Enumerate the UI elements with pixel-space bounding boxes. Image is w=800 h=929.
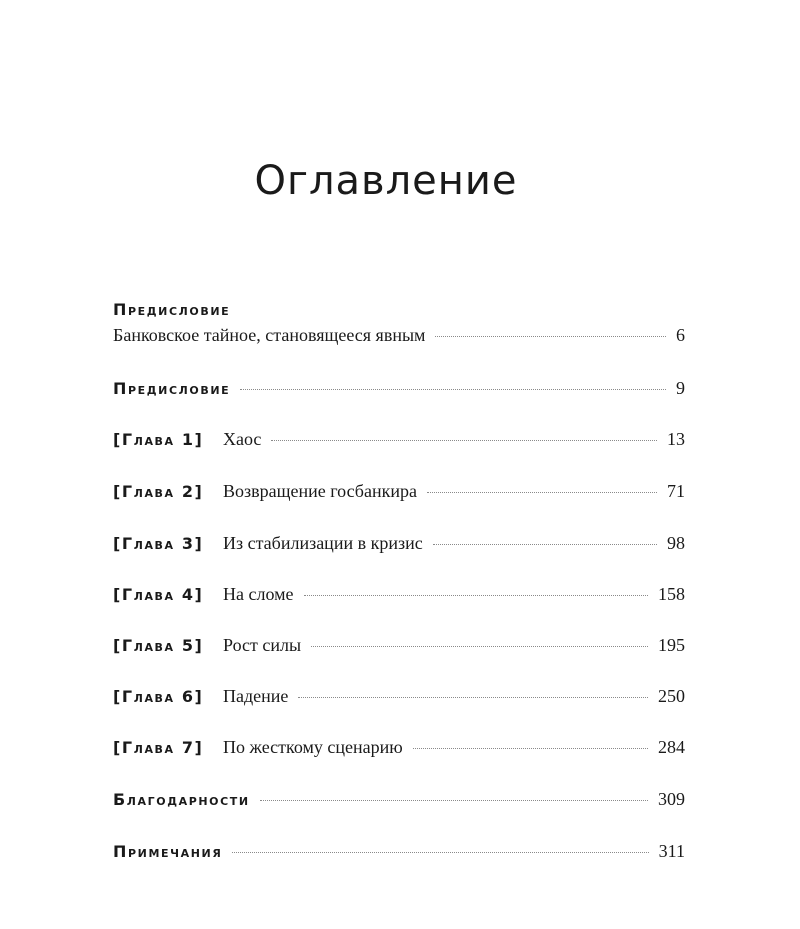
chapter-title: Рост силы <box>223 635 302 655</box>
page-title: Оглавление <box>254 158 518 204</box>
chapter-title: Падение <box>223 686 289 706</box>
page-number: 250 <box>658 686 685 706</box>
chapter-number: [Глава 5] <box>113 636 204 655</box>
page-number: 71 <box>667 481 685 501</box>
toc-entry-chapter-6[interactable] <box>113 686 685 708</box>
chapter-number: [Глава 2] <box>113 482 204 501</box>
toc-entry-chapter-3[interactable] <box>113 533 685 555</box>
toc-entry-preface-1[interactable] <box>113 325 685 347</box>
chapter-number: [Глава 3] <box>113 534 204 553</box>
toc-entry-chapter-4[interactable] <box>113 584 685 606</box>
toc-entry-chapter-7[interactable] <box>113 737 685 759</box>
toc-entry-notes[interactable] <box>113 841 685 863</box>
notes-label: Примечания <box>113 842 223 861</box>
page-number: 9 <box>676 378 685 398</box>
preface-1-subtitle: Банковское тайное, становящееся явным <box>113 325 426 345</box>
preface-1-label: Предисловие <box>113 300 231 319</box>
page-number: 311 <box>658 841 685 861</box>
dot-leader <box>298 697 648 698</box>
chapter-title: Возвращение госбанкира <box>223 481 417 501</box>
chapter-title: На сломе <box>223 584 294 604</box>
chapter-number: [Глава 6] <box>113 687 204 706</box>
dot-leader <box>435 336 666 337</box>
dot-leader <box>260 800 648 801</box>
dot-leader <box>311 646 648 647</box>
page-number: 98 <box>667 533 685 553</box>
page-number: 195 <box>658 635 685 655</box>
page-number: 13 <box>667 429 685 449</box>
acknowledgements-label: Благодарности <box>113 790 250 809</box>
chapter-title: По жесткому сценарию <box>223 737 403 757</box>
preface-2-label: Предисловие <box>113 379 231 398</box>
toc-entry-chapter-5[interactable] <box>113 635 685 657</box>
dot-leader <box>232 852 648 853</box>
toc-entry-preface-2[interactable] <box>113 378 685 400</box>
page-number: 284 <box>658 737 685 757</box>
chapter-number: [Глава 4] <box>113 585 204 604</box>
toc-entry-chapter-1[interactable] <box>113 429 685 451</box>
chapter-number: [Глава 1] <box>113 430 204 449</box>
dot-leader <box>271 440 657 441</box>
toc-entry-chapter-2[interactable] <box>113 481 685 503</box>
chapter-number: [Глава 7] <box>113 738 204 757</box>
dot-leader <box>413 748 648 749</box>
page-number: 309 <box>658 789 685 809</box>
page-number: 158 <box>658 584 685 604</box>
page-number: 6 <box>676 325 685 345</box>
dot-leader <box>433 544 657 545</box>
dot-leader <box>304 595 649 596</box>
chapter-title: Хаос <box>223 429 262 449</box>
toc-entry-acknowledgements[interactable] <box>113 789 685 811</box>
chapter-title: Из стабилизации в кризис <box>223 533 423 553</box>
dot-leader <box>427 492 657 493</box>
dot-leader <box>240 389 666 390</box>
